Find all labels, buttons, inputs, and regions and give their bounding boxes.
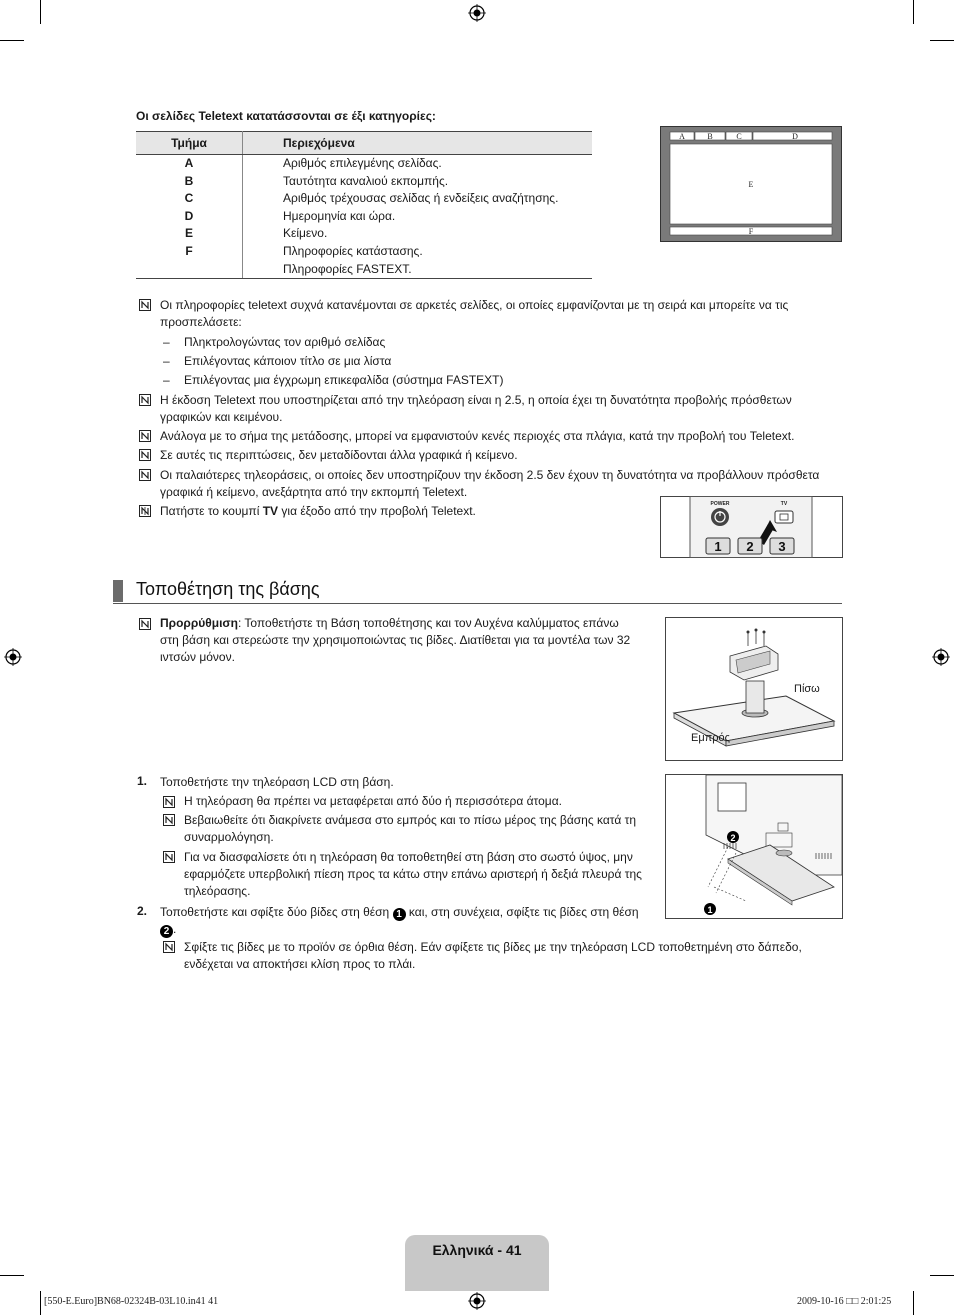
note-text: γραφικών και κειμένου. — [160, 410, 283, 424]
table-cell: Πληροφορίες FASTEXT. — [243, 261, 593, 279]
heading-bar — [113, 580, 123, 602]
key-1: 1 — [714, 539, 722, 554]
diagram-label-f: F — [748, 227, 754, 236]
step-number: 1. — [137, 774, 148, 788]
registration-mark-icon — [932, 648, 950, 666]
crop-mark — [0, 1275, 24, 1276]
diagram-label-a: A — [679, 132, 685, 141]
note-text: Σφίξτε τις βίδες με το προϊόν σε όρθια θέση. Εάν σφίξετε τις βίδες με την τηλεόραση LCD τοποθετημένη στο δάπεδο, — [184, 940, 802, 954]
teletext-intro: Οι σελίδες Teletext κατατάσσονται σε έξι κατηγορίες: — [136, 109, 436, 123]
note-icon — [139, 469, 151, 481]
tv-back-illustration — [665, 774, 843, 919]
table-cell: A — [136, 155, 243, 173]
note-text: Σε αυτές τις περιπτώσεις, δεν μεταδίδονται άλλα γραφικά ή κείμενο. — [160, 448, 518, 462]
table-cell: E — [136, 225, 243, 243]
label-back: Πίσω — [794, 683, 820, 695]
key-3: 3 — [778, 539, 786, 554]
table-cell: Αριθμός τρέχουσας σελίδας ή ενδείξεις αναζήτησης. — [283, 191, 559, 206]
heading-underline — [113, 603, 842, 604]
table-cell: F — [136, 243, 243, 261]
crop-mark — [930, 1275, 954, 1276]
section-title: Τοποθέτηση της βάσης — [136, 579, 320, 599]
preset-text: Προρρύθμιση: Τοποθετήστε τη Βάση τοποθέτησης και τον Αυχένα καλύμματος επάνω — [160, 616, 619, 630]
note-text: προσπελάσετε: — [160, 315, 242, 329]
note-text: Οι παλαιότερες τηλεοράσεις, οι οποίες δεν υποστηρίζουν την έκδοση 2.5 δεν έχουν τη δυνατότητα να προβάλλουν πρόσθετα — [160, 468, 820, 482]
table-cell — [136, 261, 243, 279]
note-text: τηλεόρασης. — [184, 884, 251, 898]
table-cell: Κείμενο. — [283, 226, 328, 241]
step-text: Τοποθετήστε την τηλεόραση LCD στη βάση. — [160, 775, 394, 789]
note-text: Πατήστε το κουμπί TV για έξοδο από την προβολή Teletext. — [160, 504, 476, 518]
print-file-info: [550-E.Euro]BN68-02324B-03L10.in41 41 — [44, 1296, 219, 1307]
teletext-screen-diagram — [660, 126, 842, 242]
table-header-contents: Περιεχόμενα — [243, 132, 593, 155]
table-row — [136, 225, 592, 243]
table-row — [136, 243, 592, 261]
step-text: 2 . — [160, 921, 176, 938]
note-text: Η τηλεόραση θα πρέπει να μεταφέρεται από δύο ή περισσότερα άτομα. — [184, 794, 562, 808]
diagram-label-c: C — [736, 132, 742, 141]
note-icon — [163, 814, 175, 826]
table-row — [136, 190, 592, 208]
note-icon — [139, 299, 151, 311]
table-cell: D — [136, 208, 243, 226]
note-icon — [163, 851, 175, 863]
crop-mark — [913, 0, 914, 24]
crop-mark — [0, 40, 24, 41]
diagram-label-b: B — [707, 132, 713, 141]
note-icon — [139, 618, 151, 630]
note-icon — [163, 941, 175, 953]
remote-control-illustration — [660, 496, 843, 558]
table-cell: Πληροφορίες κατάστασης. — [283, 243, 423, 258]
note-icon — [139, 394, 151, 406]
note-icon — [139, 430, 151, 442]
crop-mark — [913, 1291, 914, 1315]
stand-illustration — [665, 617, 843, 761]
dash-bullet: – — [163, 354, 170, 368]
dash-bullet: – — [163, 335, 170, 349]
table-cell: Ταυτότητα καναλιού εκπομπής. — [283, 173, 449, 188]
note-text: ενδέχεται να αποκτήσει κλίση προς το πλάι. — [184, 957, 416, 971]
table-cell: B — [136, 173, 243, 191]
page-number: Ελληνικά - 41 — [432, 1242, 522, 1258]
registration-mark-icon — [468, 4, 486, 22]
note-text: Ανάλογα με το σήμα της μετάδοσης, μπορεί να εμφανιστούν κενές περιοχές στα πλάγια, κατά την προβολή του Teletext. — [160, 429, 795, 443]
crop-mark — [40, 0, 41, 24]
crop-mark — [930, 40, 954, 41]
diagram-label-d: D — [792, 132, 798, 141]
note-text: Η έκδοση Teletext που υποστηρίζεται από την τηλεόραση είναι η 2.5, η οποία έχει τη δυνατότητα προβολής πρόσθετων — [160, 393, 792, 407]
marker-1: 1 — [707, 905, 713, 915]
preset-text: ιντσών μόνον. — [160, 650, 235, 664]
step-number: 2. — [137, 904, 148, 918]
key-2: 2 — [746, 539, 754, 554]
table-row — [136, 208, 592, 226]
table-header-row — [136, 132, 592, 155]
table-cell: Αριθμός επιλεγμένης σελίδας. — [283, 156, 442, 170]
crop-mark — [40, 1291, 41, 1315]
table-cell: Ημερομηνία και ώρα. — [283, 208, 396, 223]
table-cell: C — [136, 190, 243, 208]
position-1-marker: 1 — [393, 908, 406, 921]
diagram-label-e: E — [748, 180, 754, 189]
note-text: εφαρμόζετε υπερβολική πίεση προς τα κάτω στην επάνω αριστερή ή δεξιά πλευρά της — [184, 867, 642, 881]
note-text: γραφικά ή κείμενο, ανεξάρτητα από την εκπομπή Teletext. — [160, 485, 468, 499]
list-item: Πληκτρολογώντας τον αριθμό σελίδας — [184, 335, 386, 349]
registration-mark-icon — [4, 648, 22, 666]
table-row — [136, 155, 592, 173]
list-item: Επιλέγοντας κάποιον τίτλο σε μια λίστα — [184, 354, 392, 368]
list-item: Επιλέγοντας μια έγχρωμη επικεφαλίδα (σύστημα FASTEXT) — [184, 373, 504, 387]
dash-bullet: – — [163, 373, 170, 387]
step-text: Τοποθετήστε και σφίξτε δύο βίδες στη θέση 1 και, στη συνέχεια, σφίξτε τις βίδες στη θέση — [160, 905, 639, 920]
table-header-section: Τμήμα — [136, 132, 243, 155]
note-text: Βεβαιωθείτε ότι διακρίνετε ανάμεσα στο εμπρός και το πίσω μέρος της βάσης κατά τη — [184, 813, 637, 827]
note-text: Οι πληροφορίες teletext συχνά κατανέμονται σε αρκετές σελίδες, οι οποίες εμφανίζονται με τη σειρά και μπορείτε να τις — [160, 298, 789, 312]
note-icon — [139, 449, 151, 461]
position-2-marker: 2 — [160, 925, 173, 938]
preset-text: στη βάση και στερεώστε την χρησιμοποιώντας τις βίδες. Διατίθεται για τα μοντέλα των 32 — [160, 633, 631, 647]
tv-label: TV — [780, 501, 788, 507]
note-text: Για να διασφαλίσετε ότι η τηλεόραση θα τοποθετηθεί στη βάση στο σωστό ύψος, μην — [184, 850, 633, 864]
remote-hint-icon — [139, 505, 151, 517]
power-label: POWER — [710, 501, 730, 507]
label-front: Εμπρός — [691, 732, 730, 744]
teletext-sections-table — [136, 131, 592, 279]
table-row — [136, 261, 592, 279]
note-icon — [163, 796, 175, 808]
table-row — [136, 173, 592, 191]
registration-mark-icon — [468, 1292, 486, 1310]
print-date-info: 2009-10-16 □□ 2:01:25 — [797, 1296, 892, 1307]
marker-2: 2 — [730, 833, 736, 843]
note-text: συναρμολόγηση. — [184, 830, 274, 844]
